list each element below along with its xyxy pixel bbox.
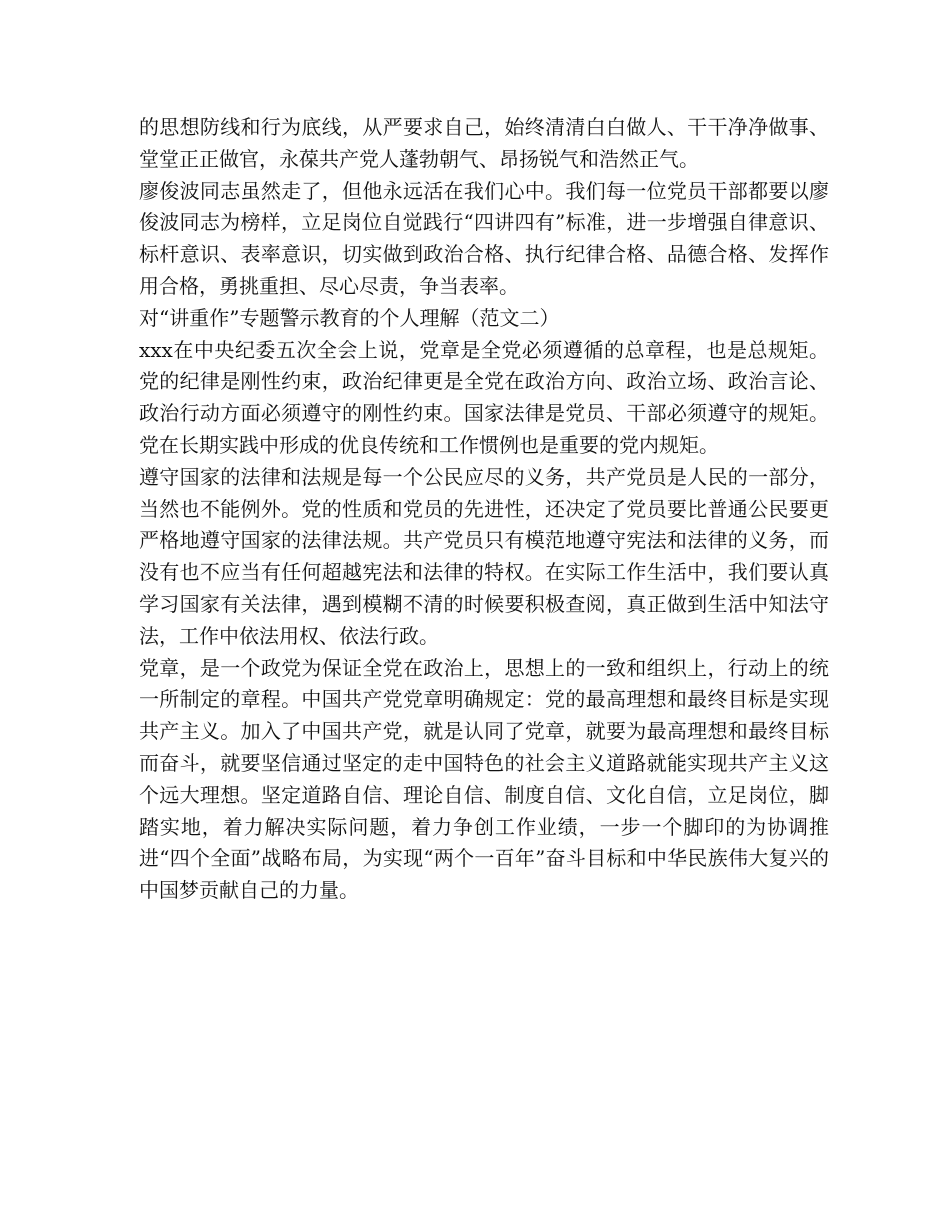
paragraph-5: 党章，是一个政党为保证全党在政治上，思想上的一致和组织上，行动上的统一所制定的章程。中国共产党党章明确规定：党的最高理想和最终目标是实现共产主义。加入了中国共产党，就是认同了党章，就要为最高理想和最终目标而奋斗，就要坚信通过坚定的走中国特色的社会主义道路就能实现共产主义这个远大理想。坚定道路自信、理论自信、制度自信、文化自信，立足岗位，脚踏实地，着力解决实际问题，着力争创工作业绩，一步一个脚印的为协调推进“四个全面”战略布局，为实现“两个一百年”奋斗目标和中华民族伟大复兴的中国梦贡献自己的力量。 <box>139 655 829 903</box>
paragraph-3: xxx在中央纪委五次全会上说，党章是全党必须遵循的总章程，也是总规矩。党的纪律是刚性约束，政治纪律更是全党在政治方向、政治立场、政治言论、政治行动方面必须遵守的刚性约束。国家法律是党员、干部必须遵守的规矩。党在长期实践中形成的优良传统和工作惯例也是重要的党内规矩。 <box>139 337 829 457</box>
section-heading: 对“讲重作”专题警示教育的个人理解（范文二） <box>139 305 560 330</box>
document-body <box>139 112 829 907</box>
paragraph-4: 遵守国家的法律和法规是每一个公民应尽的义务，共产党员是人民的一部分，当然也不能例外。党的性质和党员的先进性，还决定了党员要比普通公民要更严格地遵守国家的法律法规。共产党员只有模范地遵守宪法和法律的义务，而没有也不应当有任何超越宪法和法律的特权。在实际工作生活中，我们要认真学习国家有关法律，遇到模糊不清的时候要积极查阅，真正做到生活中知法守法，工作中依法用权、依法行政。 <box>139 464 829 648</box>
paragraph-2: 廖俊波同志虽然走了，但他永远活在我们心中。我们每一位党员干部都要以廖俊波同志为榜样，立足岗位自觉践行“四讲四有”标准，进一步增强自律意识、标杆意识、表率意识，切实做到政治合格、执行纪律合格、品德合格、发挥作用合格，勇挑重担、尽心尽责，争当表率。 <box>139 178 829 298</box>
paragraph-1: 的思想防线和行为底线，从严要求自己，始终清清白白做人、干干净净做事、堂堂正正做官，永葆共产党人蓬勃朝气、昂扬锐气和浩然正气。 <box>139 115 829 171</box>
